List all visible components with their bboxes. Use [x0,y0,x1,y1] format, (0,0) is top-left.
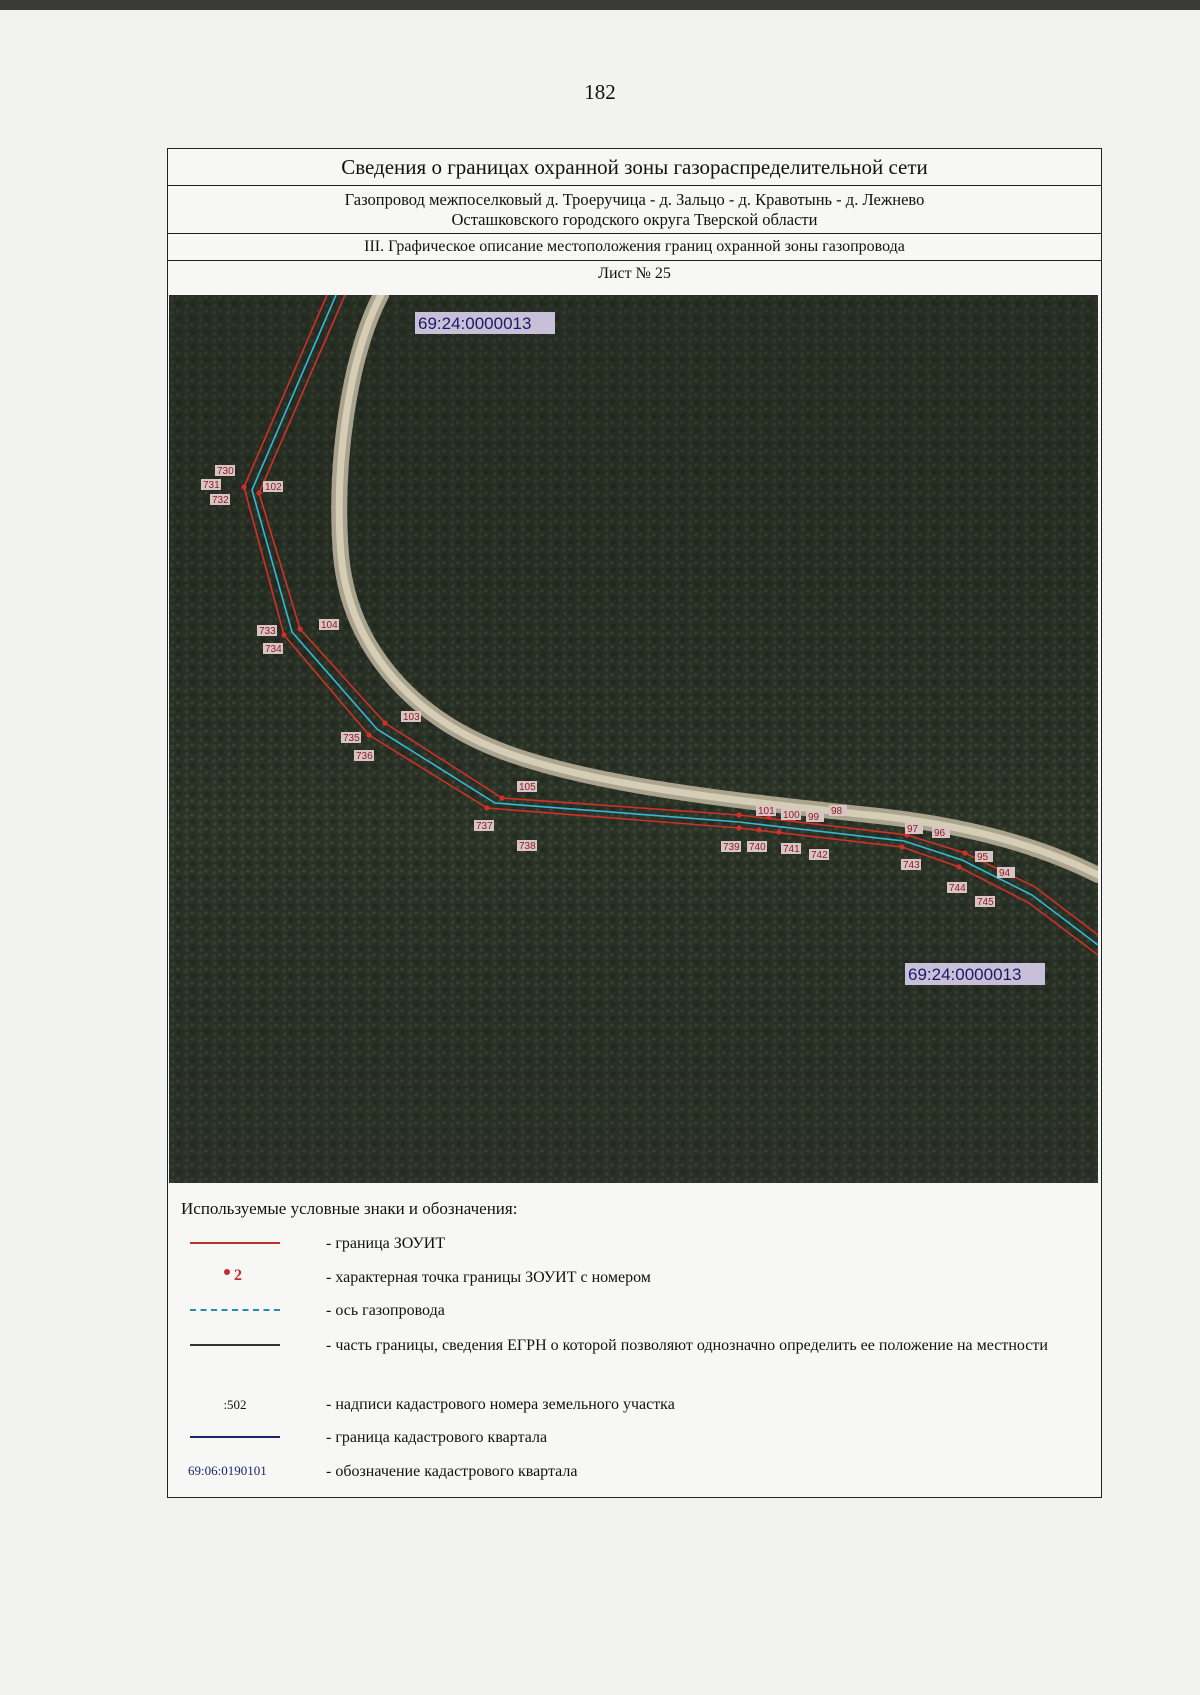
legend-text: - ось газопровода [326,1302,445,1319]
quarter-label-sample: 69:06:0190101 [188,1463,267,1478]
point-label: 742 [811,850,828,861]
black-line-symbol [190,1335,280,1355]
point-label: 745 [977,897,994,908]
page-number: 182 [584,80,616,104]
point-label: 744 [949,883,966,894]
legend-text: - обозначение кадастрового квартала [326,1463,578,1480]
point-label: 94 [999,868,1011,879]
point-label: 730 [217,466,234,477]
legend-title: Используемые условные знаки и обозначения: [181,1199,518,1218]
point-label: 97 [907,824,919,835]
point-label: 743 [903,860,920,871]
point-label: 103 [403,712,420,723]
cadastral-label-bottom [905,963,1045,985]
point-label: 735 [343,733,360,744]
point-label: 741 [783,844,800,855]
parcel-label-sample: :502 [223,1397,247,1412]
dashed-blue-line-symbol [190,1300,280,1320]
subtitle-line-1: Газопровод межпоселковый д. Троеручица - д. Зальцо - д. Кравотынь - д. Лежнево [344,190,925,209]
document-title: Сведения о границах охранной зоны газораспределительной сети [168,149,1101,186]
point-label: 96 [934,828,946,839]
sheet-number: Лист № 25 [598,265,671,282]
legend-text: - граница кадастрового квартала [326,1429,548,1446]
point-label: 737 [476,821,493,832]
point-label: 100 [783,810,800,821]
map-svg [169,295,1098,1183]
document-frame [167,148,1102,1498]
point-label: 104 [321,620,338,631]
scan-edge [0,0,1200,10]
cadastral-label-text: 69:24:0000013 [418,314,532,333]
point-label: 101 [758,806,775,817]
document-subtitle [168,186,1101,234]
point-label: 733 [259,626,276,637]
point-label: 105 [519,782,536,793]
legend-text: - граница ЗОУИТ [326,1235,446,1252]
point-label: 736 [356,751,373,762]
point-number-sample: 2 [234,1267,242,1284]
point-label: 738 [519,841,536,852]
section-title: III. Графическое описание местоположения границ охранной зоны газопровода [168,234,1101,261]
point-label: 732 [212,495,229,506]
satellite-map [169,295,1098,1183]
point-label: 95 [977,852,989,863]
red-point-symbol [190,1267,280,1287]
point-label: 98 [831,806,843,817]
point-label: 734 [265,644,282,655]
cadastral-label-top [415,312,555,334]
point-label: 99 [808,812,820,823]
cadastral-label-text: 69:24:0000013 [908,965,1022,984]
map-shading [169,295,1098,1183]
red-line-symbol [190,1233,280,1253]
point-label: 739 [723,842,740,853]
legend-text: - характерная точка границы ЗОУИТ с номером [326,1269,651,1286]
navy-line-symbol [190,1427,280,1447]
legend-text: - надписи кадастрового номера земельного участка [326,1396,675,1413]
point-label: 102 [265,482,282,493]
subtitle-line-2: Осташковского городского округа Тверской области [451,210,818,229]
point-label: 740 [749,842,766,853]
point-label: 731 [203,480,220,491]
legend-text: - часть границы, сведения ЕГРН о которой позволяют однозначно определить ее положение на местности [326,1337,1048,1354]
